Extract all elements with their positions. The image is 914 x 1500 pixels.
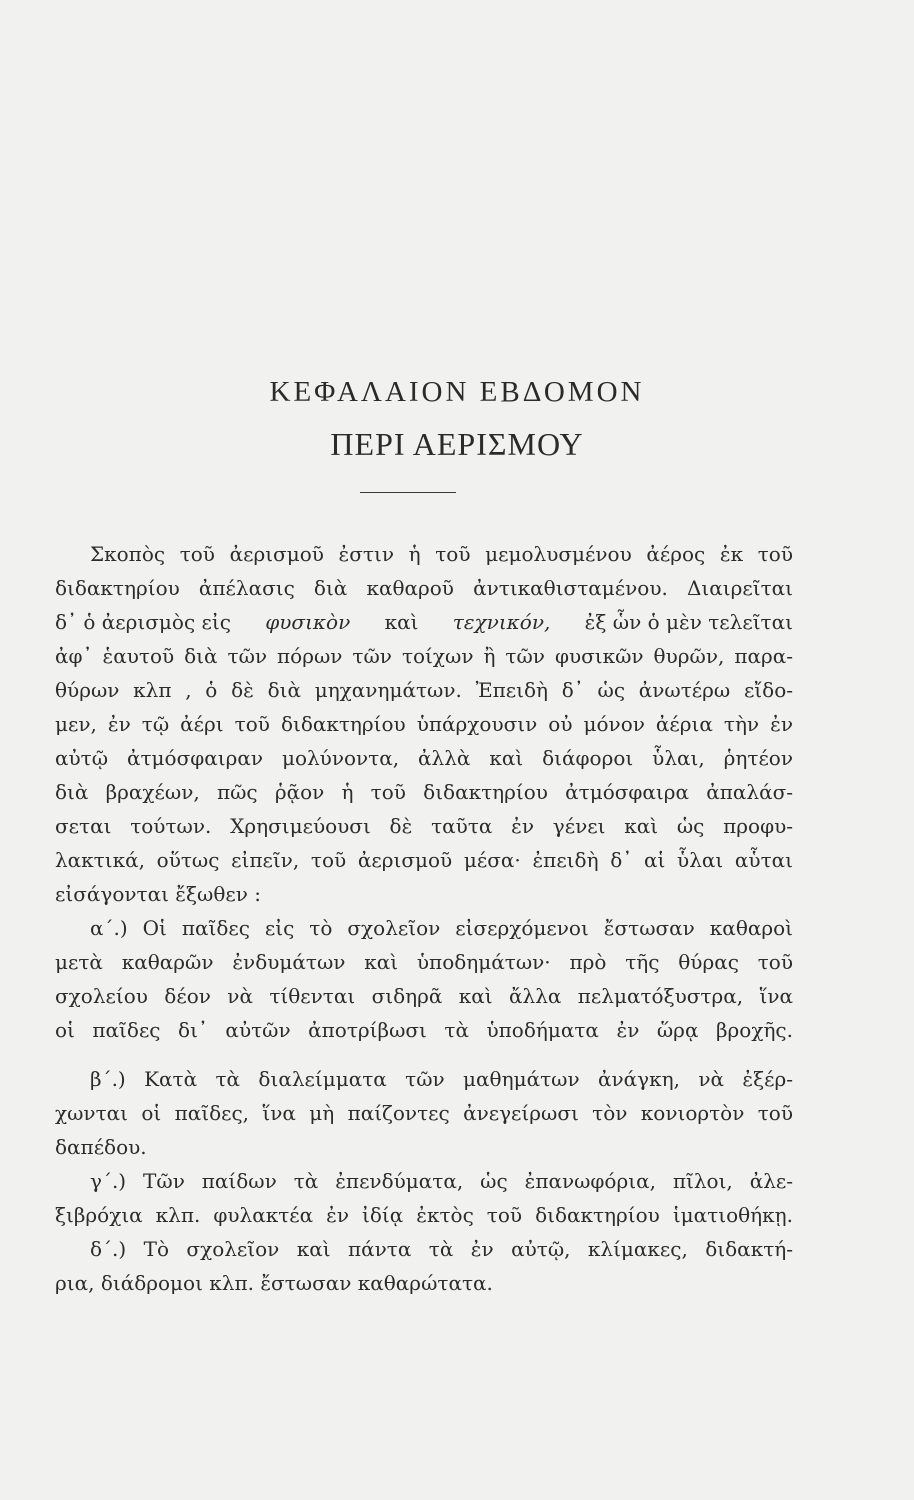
body-line: ρια, διάδρομοι κλπ. ἔστωσαν καθαρώτατα. (55, 1271, 493, 1295)
chapter-heading: ΚΕΦΑΛΑΙΟΝ ΕΒΔΟΜΟΝ (269, 376, 645, 408)
body-line: θύρων κλπ , ὁ δὲ διὰ μηχανημάτων. Ἐπειδὴ δ᾽ ὡς ἀνωτέρω εἴδο- (55, 678, 793, 702)
body-line: σχολείου δέον νὰ τίθενται σιδηρᾶ καὶ ἄλλα πελματόξυστρα, ἵνα (55, 984, 793, 1008)
body-text: δ᾽ ὁ ἀερισμὸς εἰς (55, 610, 231, 634)
body-text: ἐξ ὧν ὁ μὲν τελεῖται (584, 610, 793, 634)
body-line: β΄.) Κατὰ τὰ διαλείμματα τῶν μαθημάτων ἀνάγκη, νὰ ἐξέρ- (90, 1067, 793, 1091)
body-line: ξιβρόχια κλπ. φυλακτέα ἐν ἰδίᾳ ἐκτὸς τοῦ διδακτηρίου ἱματιοθήκῃ. (55, 1203, 793, 1227)
title-rule (360, 492, 456, 493)
body-line: μεν, ἐν τῷ ἀέρι τοῦ διδακτηρίου ὑπάρχουσιν οὐ μόνον ἀέρια τὴν ἐν (55, 712, 793, 736)
chapter-title: ΠΕΡΙ ΑΕΡΙΣΜΟΥ (330, 426, 584, 462)
body-line: χωνται οἱ παῖδες, ἵνα μὴ παίζοντες ἀνεγείρωσι τὸν κονιορτὸν τοῦ (55, 1101, 793, 1125)
body-line (55, 605, 793, 639)
body-line: διὰ βραχέων, πῶς ῥᾷον ἡ τοῦ διδακτηρίου ἀτμόσφαιρα ἀπαλάσ- (55, 780, 793, 804)
body-line: δαπέδου. (55, 1135, 147, 1159)
body-text-italic: τεχνικόν, (452, 610, 551, 634)
body-line: σεται τούτων. Χρησιμεύουσι δὲ ταῦτα ἐν γένει καὶ ὡς προφυ- (55, 814, 793, 838)
body-line: λακτικά, οὕτως εἰπεῖν, τοῦ ἀερισμοῦ μέσα· ἐπειδὴ δ᾽ αἱ ὗλαι αὗται (55, 848, 793, 872)
body-text-italic: φυσικὸν (265, 610, 351, 634)
body-line: Σκοπὸς τοῦ ἀερισμοῦ ἐστιν ἡ τοῦ μεμολυσμένου ἀέρος ἐκ τοῦ (90, 542, 793, 566)
body-text: καὶ (384, 610, 419, 634)
body-line: εἰσάγονται ἔξωθεν : (55, 882, 261, 906)
body-line: διδακτηρίου ἀπέλασις διὰ καθαροῦ ἀντικαθισταμένου. Διαιρεῖται (55, 576, 793, 600)
body-line: οἱ παῖδες δι᾽ αὐτῶν ἀποτρίβωσι τὰ ὑποδήματα ἐν ὥρᾳ βροχῆς. (55, 1018, 793, 1042)
body-line: αὐτῷ ἀτμόσφαιραν μολύνοντα, ἀλλὰ καὶ διάφοροι ὗλαι, ῥητέον (55, 746, 793, 770)
body-line: α΄.) Οἱ παῖδες εἰς τὸ σχολεῖον εἰσερχόμενοι ἔστωσαν καθαροὶ (90, 916, 793, 940)
body-line: δ΄.) Τὸ σχολεῖον καὶ πάντα τὰ ἐν αὐτῷ, κλίμακες, διδακτή- (90, 1237, 793, 1261)
body-line: ἀφ᾽ ἑαυτοῦ διὰ τῶν πόρων τῶν τοίχων ἢ τῶν φυσικῶν θυρῶν, παρα- (55, 644, 793, 668)
body-line: μετὰ καθαρῶν ἐνδυμάτων καὶ ὑποδημάτων· πρὸ τῆς θύρας τοῦ (55, 950, 793, 974)
body-line: γ΄.) Τῶν παίδων τὰ ἐπενδύματα, ὡς ἐπανωφόρια, πῖλοι, ἀλε- (90, 1169, 793, 1193)
